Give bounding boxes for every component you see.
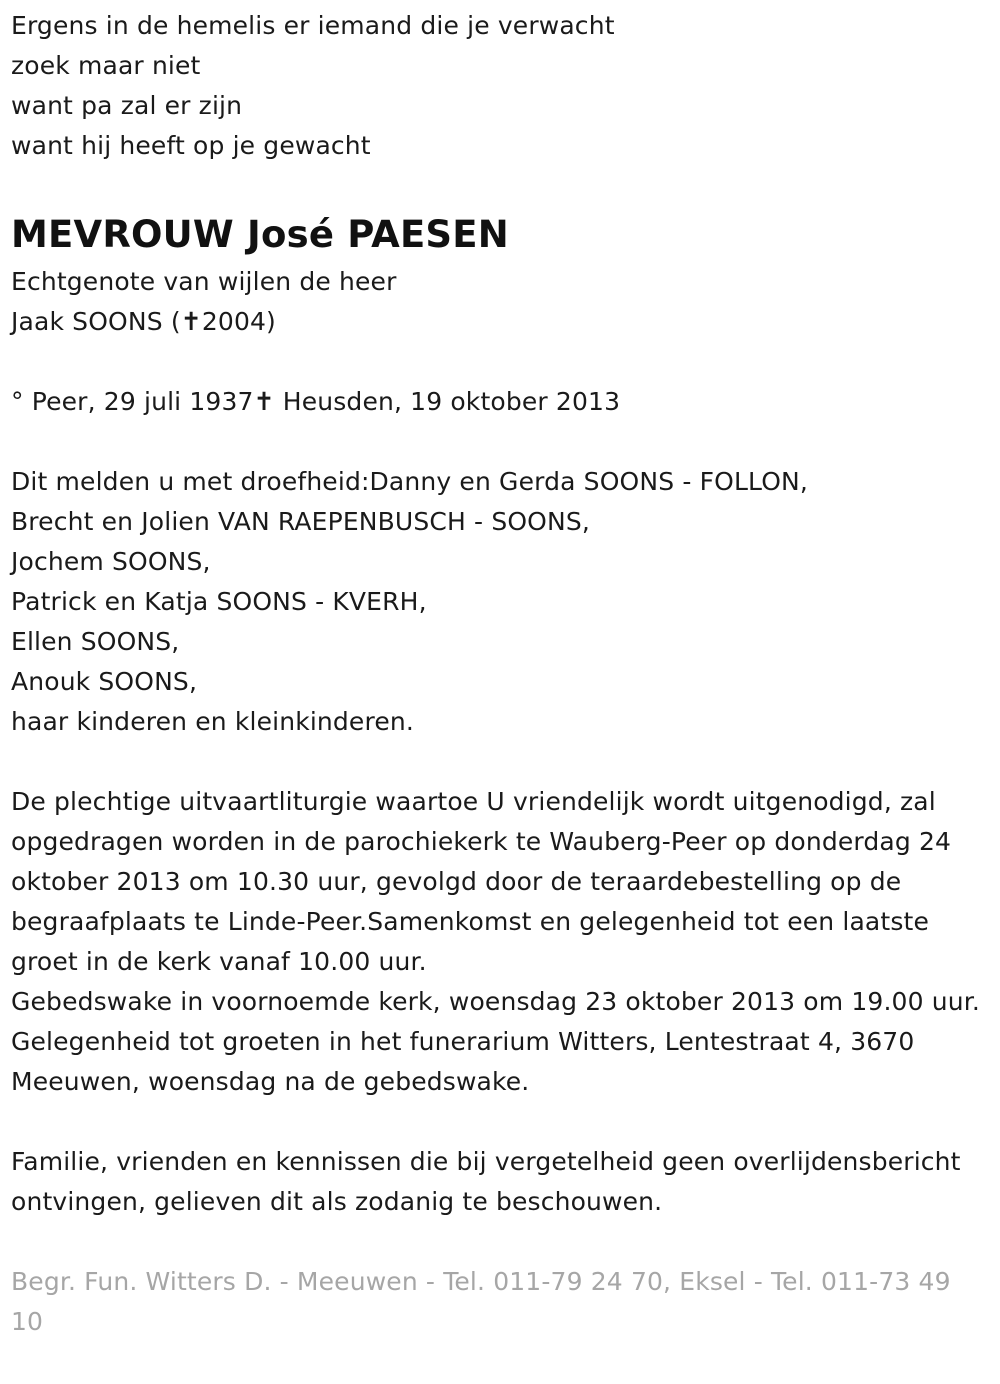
poem xyxy=(11,6,990,166)
family-line: Patrick en Katja SOONS - KVERH, xyxy=(11,587,427,616)
birth-death-dates: ° Peer, 29 juli 1937✝ Heusden, 19 oktober 2013 xyxy=(11,387,621,416)
spacer xyxy=(11,422,990,462)
family-line: Dit melden u met droefheid:Danny en Gerda SOONS - FOLLON, xyxy=(11,467,808,496)
family-line: haar kinderen en kleinkinderen. xyxy=(11,707,414,736)
spacer xyxy=(11,742,990,782)
wake-paragraph: Gebedswake in voornoemde kerk, woensdag 23 oktober 2013 om 19.00 uur. xyxy=(11,987,980,1016)
deceased-name: MEVROUW José PAESEN xyxy=(11,213,509,256)
family-line: Ellen SOONS, xyxy=(11,627,180,656)
family-line: Anouk SOONS, xyxy=(11,667,198,696)
notice-paragraph: Familie, vrienden en kennissen die bij vergetelheid geen overlijdensbericht ontvingen, gelieven dit als zodanig te beschouwen. xyxy=(11,1147,961,1216)
spacer xyxy=(11,166,990,206)
liturgy-paragraph: De plechtige uitvaartliturgie waartoe U vriendelijk wordt uitgenodigd, zal opgedragen worden in de parochiekerk te Wauberg-Peer op donderdag 24 oktober 2013 om 10.30 uur, gevolgd door de teraardebestelling op de begraafplaats te Linde-Peer.Samenkomst en gelegenheid tot een laatste groet in de kerk vanaf 10.00 uur. xyxy=(11,787,952,976)
poem-line: want pa zal er zijn xyxy=(11,91,243,120)
ceremony-info xyxy=(11,782,990,1102)
spacer xyxy=(11,342,990,382)
family-list xyxy=(11,462,990,742)
family-line: Brecht en Jolien VAN RAEPENBUSCH - SOONS, xyxy=(11,507,590,536)
spouse-info xyxy=(11,262,990,342)
spouse-line: Jaak SOONS (✝2004) xyxy=(11,307,276,336)
family-line: Jochem SOONS, xyxy=(11,547,211,576)
poem-line: zoek maar niet xyxy=(11,51,201,80)
spacer xyxy=(11,1222,990,1262)
poem-line: Ergens in de hemelis er iemand die je verwacht xyxy=(11,11,615,40)
funeral-home-footer: Begr. Fun. Witters D. - Meeuwen - Tel. 011-79 24 70, Eksel - Tel. 011-73 49 10 xyxy=(11,1267,951,1336)
spouse-line: Echtgenote van wijlen de heer xyxy=(11,267,397,296)
spacer xyxy=(11,1102,990,1142)
poem-line: want hij heeft op je gewacht xyxy=(11,131,371,160)
visitation-paragraph: Gelegenheid tot groeten in het funerarium Witters, Lentestraat 4, 3670 Meeuwen, woensdag na de gebedswake. xyxy=(11,1027,915,1096)
